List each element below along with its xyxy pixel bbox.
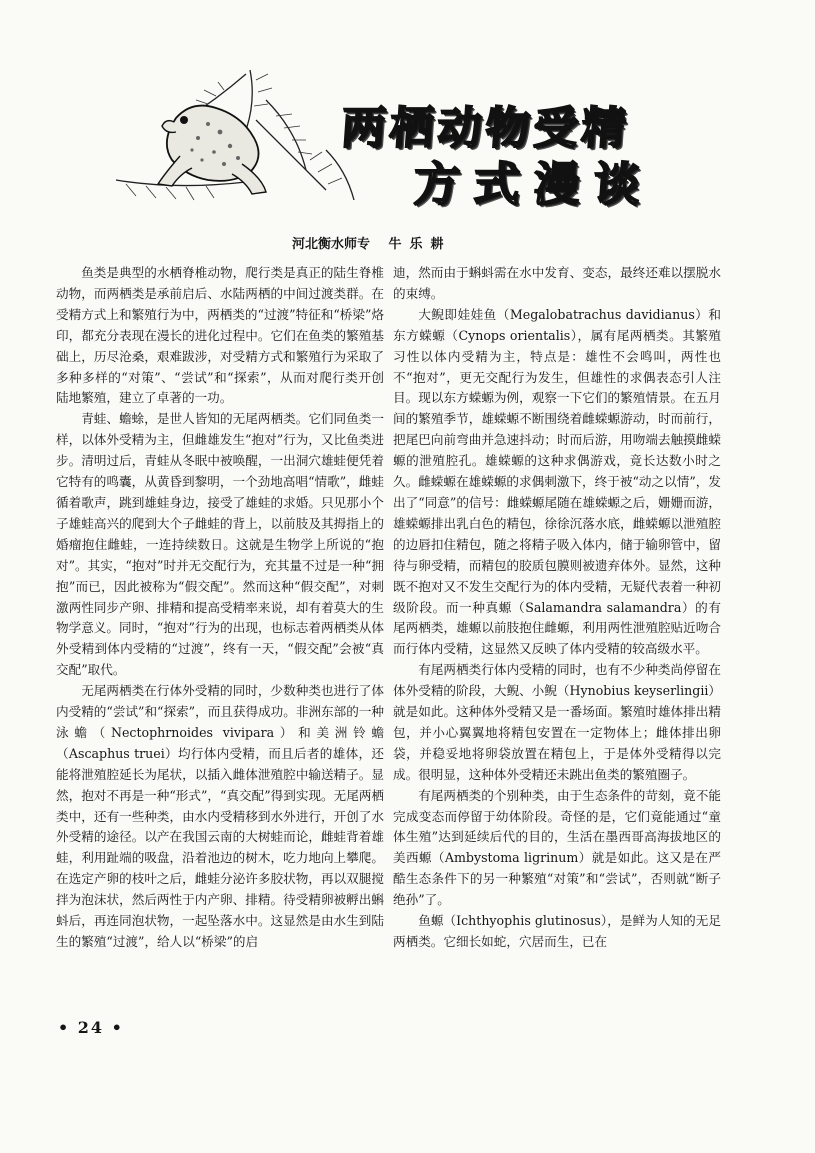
right-column bbox=[393, 263, 721, 953]
left-column bbox=[56, 263, 384, 953]
paragraph: 有尾两栖类行体内受精的同时，也有不少种类尚停留在体外受精的阶段，大鲵、小鲵（Hynobius keyserlingii）就是如此。这种体外受精又是一番场面。繁殖时雄体排出精包，并小心翼翼地将精包安置在一定物体上；雌体排出卵袋，并稳妥地将卵袋放置在精包上，于是体外受精得以完成。很明显，这种体外受精还未跳出鱼类的繁殖圈子。 bbox=[393, 662, 721, 782]
paragraph: 鱼类是典型的水栖脊椎动物，爬行类是真正的陆生脊椎动物，而两栖类是承前启后、水陆两栖的中间过渡类群。在受精方式上和繁殖行为中，两栖类的“过渡”特征和“桥梁”烙印，都充分表现在漫长的进化过程中。它们在鱼类的繁殖基础上，历尽沧桑，艰难跋涉，对受精方式和繁殖行为采取了多种多样的“对策”、“尝试”和“探索”，从而对爬行类开创陆地繁殖，建立了卓著的一功。 bbox=[56, 265, 385, 406]
author-name: 牛乐耕 bbox=[388, 237, 452, 252]
paragraph: 大鲵即娃娃鱼（Megalobatrachus davidianus）和东方蝾螈（Cynops orientalis），属有尾两栖类。其繁殖习性以体内受精为主，特点是：雄性不会鸣叫，两性也不“抱对”，更无交配行为发生，但雄性的求偶表态引人注目。现以东方蝾螈为例，观察一下它们的繁殖情景。在五月间的繁殖季节，雄蝾螈不断围绕着雌蝾螈游动，时而前行，把尾巴向前弯曲并急速抖动；时而后游，用吻端去触摸雌蝾螈的泄殖腔孔。雄蝾螈的这种求偶游戏，竟长达数小时之久。雌蝾螈在雄蝾螈的求偶刺激下，终于被“动之以情”，发出了“同意”的信号：雌蝾螈尾随在雄蝾螈之后，姗姗而游，雄蝾螈排出乳白色的精包，徐徐沉落水底，雌蝾螈以泄殖腔的边唇扣住精包，随之将精子吸入体内，储于输卵管中，留待与卵受精，而精包的胶质包膜则被遗弃体外。显然，这种既不抱对又不发生交配行为的体内受精，无疑代表着一种初级阶段。而一种真螈（Salamandra salamandra）的有尾两栖类，雄螈以前肢抱住雌螈，利用两性泄殖腔贴近吻合而行体内受精，这显然又反映了体内受精的较高级水平。 bbox=[393, 306, 721, 657]
paragraph: 青蛙、蟾蜍，是世人皆知的无尾两栖类。它们同鱼类一样，以体外受精为主，但雌雄发生“抱对”行为，又比鱼类进步。清明过后，青蛙从冬眠中被唤醒，一出洞穴雄蛙便凭着它特有的鸣囊，从黄昏到黎明，一个劲地高唱“情歌”，雌蛙循着歌声，跳到雄蛙身边，接受了雄蛙的求婚。只见那小个子雄蛙高兴的爬到大个子雌蛙的背上，以前肢及其拇指上的婚瘤抱住雌蛙，一连持续数日。这就是生物学上所说的“抱对”。其实，“抱对”时并无交配行为，充其量不过是一种“拥抱”而已，因此被称为“假交配”。然而这种“假交配”，对刺激两性同步产卵、排精和提高受精率来说，却有着莫大的生物学意义。同时，“抱对”行为的出现，也标志着两栖类从体外受精到体内受精的“过渡”，终有一天，“假交配”会被“真交配”取代。 bbox=[56, 411, 385, 678]
article-title-line-1: 两栖动物受精 bbox=[339, 103, 632, 154]
byline bbox=[292, 233, 452, 252]
page-number: • 24 • bbox=[58, 1018, 124, 1037]
paragraph: 无尾两栖类在行体外受精的同时，少数种类也进行了体内受精的“尝试”和“探索”，而且获得成功。非洲东部的一种泳蟾（Nectophrnoides vivipara）和美洲铃蟾（Ascaphus truei）均行体内受精，而且后者的雄体，还能将泄殖腔延长为尾状，以插入雌体泄殖腔中输送精子。显然，抱对不再是一种“形式”，“真交配”得到实现。无尾两栖类中，还有一些种类，由水内受精移到水外进行，开创了水外受精的途径。以产在我国云南的大树蛙而论，雌蛙背着雄蛙，利用趾端的吸盘，沿着池边的树木，吃力地向上攀爬。在选定产卵的枝叶之后，雌蛙分泌许多胶状物，再以双腿搅拌为泡沫状，然后两性于内产卵、排精。待受精卵被孵出蝌蚪后，再连同泡状物，一起坠落水中。这显然是由水生到陆生的繁殖“过渡”，给人以“桥梁”的启 bbox=[56, 683, 385, 949]
toad-on-branch-illustration bbox=[96, 60, 358, 208]
paragraph: 有尾两栖类的个别种类，由于生态条件的苛刻，竟不能完成变态而停留于幼体阶段。奇怪的是，它们竟能通过“童体生殖”达到延续后代的目的，生活在墨西哥高海拔地区的美西螈（Ambystoma ligrinum）就是如此。这又是在严酷生态条件下的另一种繁殖“对策”和“尝试”，否则就“断子绝孙”了。 bbox=[393, 787, 721, 908]
paragraph: 鱼螈（Ichthyophis glutinosus），是鲜为人知的无足两栖类。它细长如蛇，穴居而生，已在 bbox=[393, 913, 721, 949]
article-title-line-2: 方式漫谈 bbox=[411, 157, 656, 211]
paragraph-continued: 迪，然而由于蝌蚪需在水中发育、变态，最终还难以摆脱水的束缚。 bbox=[393, 265, 721, 301]
author-affiliation: 河北衡水师专 bbox=[292, 237, 371, 252]
